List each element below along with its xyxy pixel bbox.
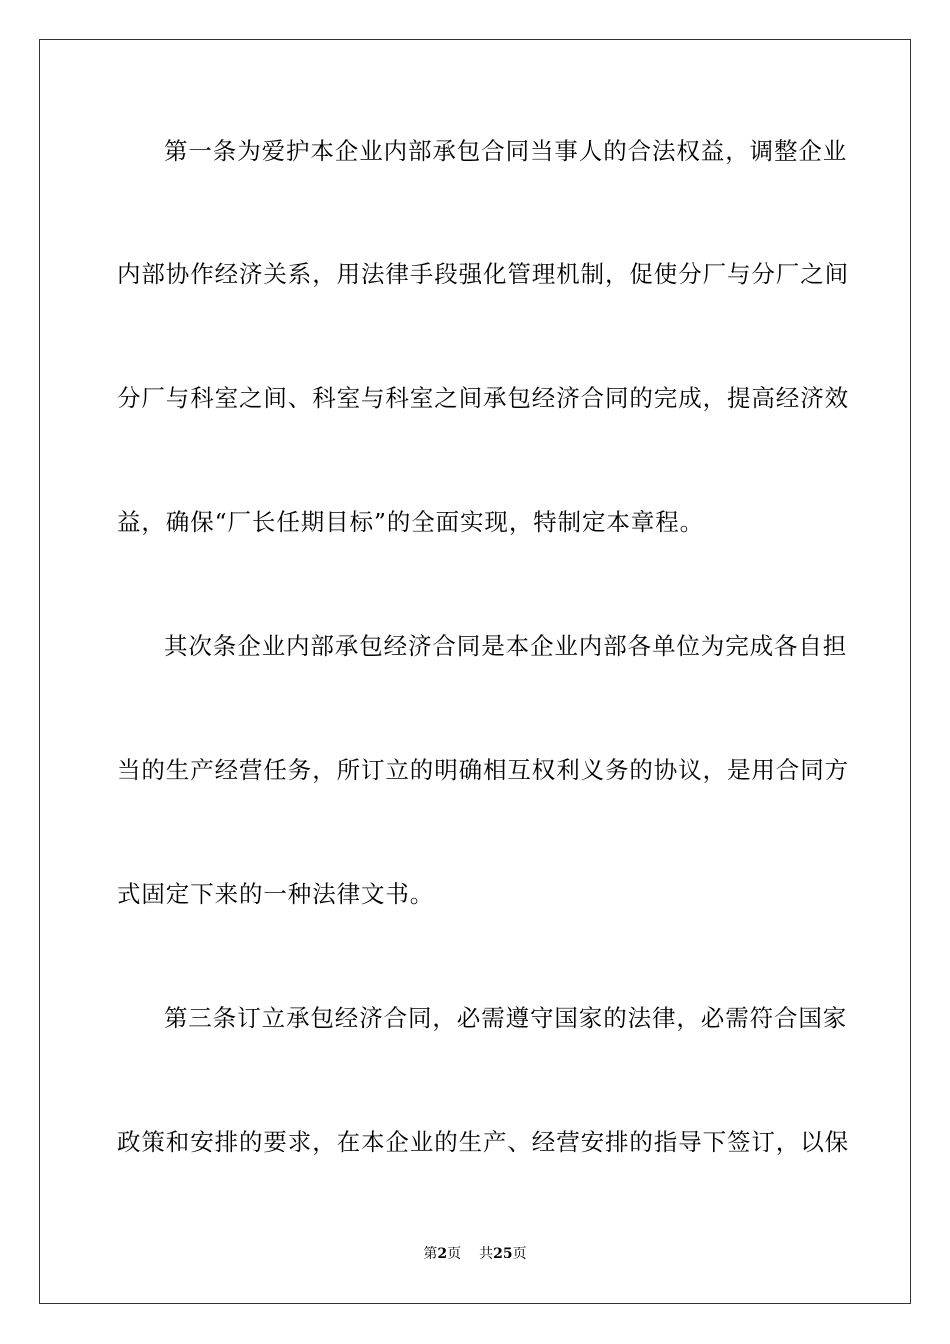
page-suffix: 页	[447, 1246, 462, 1262]
page-border	[39, 39, 911, 1304]
article-1-line-3: 分厂与科室之间、科室与科室之间承包经济合同的完成，提高经济效	[117, 384, 849, 412]
article-3-line-1: 第三条订立承包经济合同，必需遵守国家的法律，必需符合国家	[164, 1004, 848, 1032]
article-1-line-1: 第一条为爱护本企业内部承包合同当事人的合法权益，调整企业	[164, 137, 848, 165]
page-footer	[0, 1244, 950, 1264]
article-3-line-2: 政策和安排的要求，在本企业的生产、经营安排的指导下签订，以保	[117, 1128, 849, 1156]
article-2-line-1: 其次条企业内部承包经济合同是本企业内部各单位为完成各自担	[164, 632, 848, 660]
page-number: 2	[437, 1246, 448, 1262]
article-1-line-4: 益，确保“厂长任期目标”的全面实现，特制定本章程。	[117, 508, 705, 536]
page-prefix: 第	[423, 1246, 438, 1262]
total-pages: 25	[493, 1246, 513, 1262]
total-prefix: 共	[479, 1246, 494, 1262]
article-2-line-3: 式固定下来的一种法律文书。	[117, 880, 435, 908]
total-suffix: 页	[512, 1246, 527, 1262]
article-1-line-2: 内部协作经济关系，用法律手段强化管理机制，促使分厂与分厂之间	[117, 260, 849, 288]
article-2-line-2: 当的生产经营任务，所订立的明确相互权利义务的协议，是用合同方	[117, 756, 849, 784]
